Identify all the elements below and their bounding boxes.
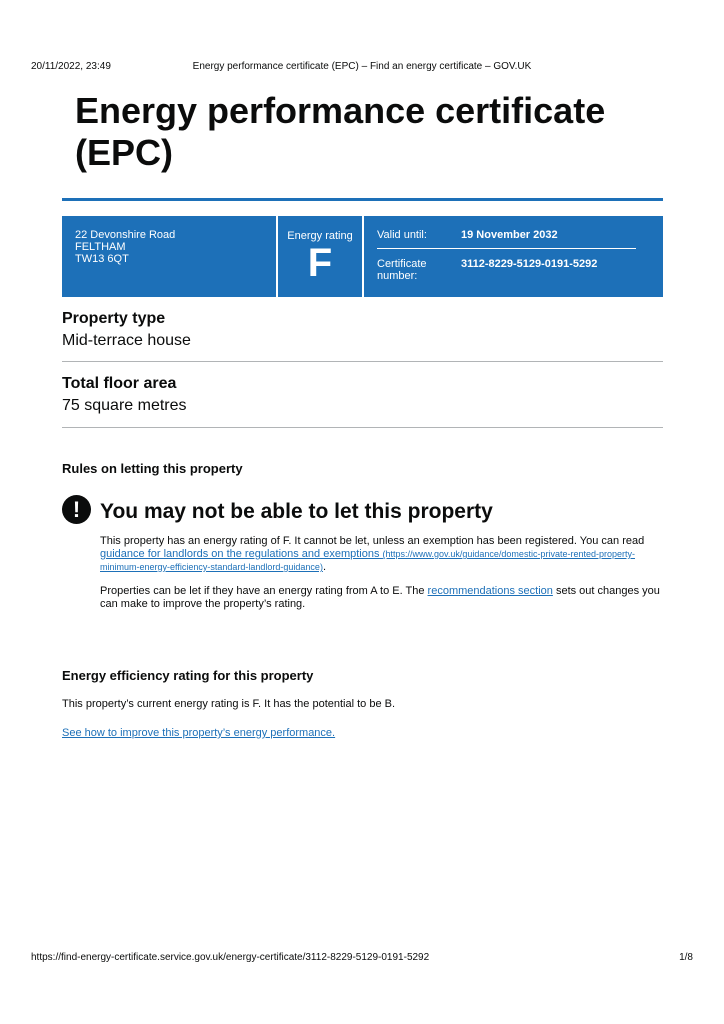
certificate-number: 3112-8229-5129-0191-5292	[461, 258, 598, 270]
letting-paragraph-1-end: .	[322, 561, 326, 573]
address-cell	[62, 216, 276, 297]
title-divider	[62, 198, 663, 201]
letting-paragraph-1-text: This property has an energy rating of F. It cannot be let, unless an exemption has been registered. You can read	[100, 535, 645, 547]
print-footer	[31, 952, 693, 966]
letting-rules-heading: Rules on letting this property	[62, 461, 243, 476]
energy-rating-label: Energy rating	[287, 230, 353, 242]
floor-area-row	[62, 374, 663, 416]
energy-rating-cell	[278, 216, 362, 297]
recommendations-section-link[interactable]: recommendations section	[427, 585, 553, 597]
efficiency-heading: Energy efficiency rating for this property	[62, 668, 314, 683]
print-document-title: Energy performance certificate (EPC) – Find an energy certificate – GOV.UK	[192, 61, 532, 72]
letting-paragraph-1	[100, 535, 660, 574]
landlord-guidance-url-line1: (https://www.gov.uk/guidance/domestic-private-rented-property-	[382, 549, 635, 559]
warning-title: You may not be able to let this property	[100, 500, 493, 523]
page-title-line1: Energy performance certificate	[75, 90, 606, 131]
floor-area-key: Total floor area	[62, 375, 177, 392]
landlord-guidance-link[interactable]	[100, 548, 635, 573]
certificate-divider	[377, 248, 636, 249]
epc-summary-panel	[62, 216, 663, 297]
certificate-label-line1: Certificate	[377, 258, 427, 270]
landlord-guidance-url-line2: minimum-energy-efficiency-standard-landlord-guidance)	[100, 562, 323, 572]
letting-paragraph-2-end: sets out changes you can make to improve the property’s rating.	[100, 585, 660, 610]
property-type-key: Property type	[62, 310, 166, 327]
letting-paragraph-2-start: Properties can be let if they have an energy rating from A to E. The	[100, 585, 425, 597]
efficiency-text: This property’s current energy rating is F. It has the potential to be B.	[62, 698, 396, 710]
floor-area-value: 75 square metres	[62, 397, 187, 414]
property-type-value: Mid-terrace house	[62, 332, 191, 349]
valid-until-label: Valid until:	[377, 229, 427, 241]
landlord-guidance-link-text: guidance for landlords on the regulations and exemptions	[100, 548, 380, 560]
letting-paragraph-2	[100, 585, 660, 611]
page-number: 1/8	[679, 952, 693, 963]
certificate-label-line2: number:	[377, 270, 418, 282]
address-line-3: TW13 6QT	[75, 253, 129, 265]
page-title	[75, 90, 655, 174]
exclamation-icon: !	[62, 495, 91, 524]
energy-rating-letter: F	[307, 241, 333, 285]
certificate-cell	[364, 216, 663, 297]
property-type-row	[62, 309, 663, 351]
print-datetime: 20/11/2022, 23:49	[31, 61, 111, 72]
address-line-1: 22 Devonshire Road	[75, 229, 176, 241]
print-url: https://find-energy-certificate.service.gov.uk/energy-certificate/3112-8229-5129-0191-5292	[31, 952, 430, 963]
improve-performance-link[interactable]: See how to improve this property’s energy performance.	[62, 727, 336, 739]
print-header	[31, 61, 693, 75]
valid-until-value: 19 November 2032	[461, 229, 558, 241]
summary-divider	[62, 361, 663, 362]
address-line-2: FELTHAM	[75, 241, 126, 253]
summary-divider	[62, 427, 663, 428]
page-title-line2: (EPC)	[75, 132, 173, 173]
